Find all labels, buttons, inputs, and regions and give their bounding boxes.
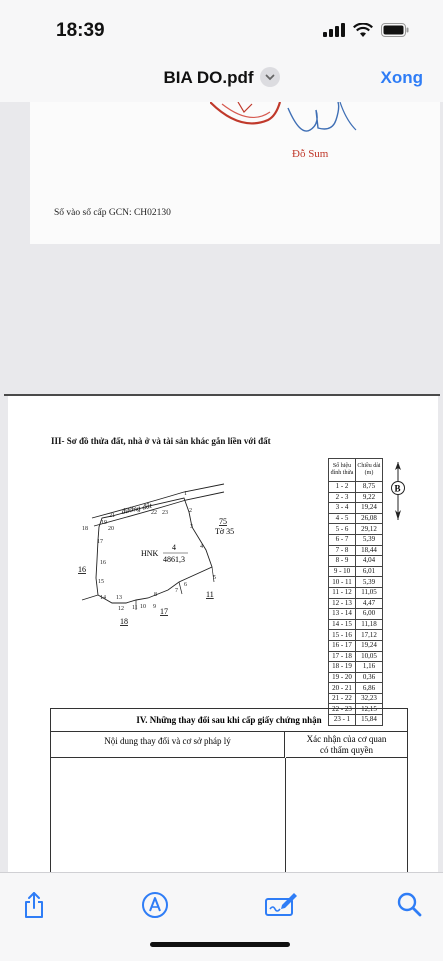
vertex-3: 3 [190,524,193,530]
chevron-down-icon[interactable] [260,67,280,87]
edge-vertices-cell: 2 - 3 [329,492,356,503]
edge-vertices-cell: 14 - 15 [329,619,356,630]
edge-length-cell: 18,44 [356,545,383,556]
section-4-col-content: Nội dung thay đổi và cơ sở pháp lý [51,732,285,758]
edge-length-cell: 4,47 [356,598,383,609]
section-4-col-confirm [286,732,407,758]
vertex-1: 1 [184,491,187,497]
edge-length-cell: 11,18 [356,619,383,630]
gcn-registry-number: Số vào sổ cấp GCN: CH02130 [54,208,171,218]
edge-length-cell: 32,23 [356,693,383,704]
edge-table-body [329,482,383,726]
edge-length-cell: 8,75 [356,482,383,493]
vertex-7: 7 [175,588,178,594]
edge-vertices-cell: 6 - 7 [329,534,356,545]
markup-icon[interactable] [141,891,169,919]
status-time: 18:39 [56,20,105,41]
status-icons [323,22,409,38]
edge-length-cell: 12,15 [356,704,383,715]
edge-length-cell: 10,05 [356,651,383,662]
edge-length-cell: 9,22 [356,492,383,503]
table-header-vertices: Số hiệu đỉnh thửa [329,459,356,482]
edge-vertices-cell: 3 - 4 [329,503,356,514]
table-row [329,619,383,630]
edge-length-cell: 17,12 [356,630,383,641]
signature-stroke-icon [280,102,360,142]
edge-length-cell: 19,24 [356,503,383,514]
compass-letter: B [394,483,401,494]
neighbor-17: 17 [160,607,168,616]
edge-vertices-cell: 5 - 6 [329,524,356,535]
status-bar [0,0,443,56]
signature-icon[interactable] [264,891,298,919]
signal-icon [323,23,345,37]
table-header-length: Chiều dài (m) [356,459,383,482]
vertex-18: 18 [82,526,88,532]
table-row [329,513,383,524]
vertex-10: 10 [140,604,146,610]
vertex-4: 4 [200,544,203,550]
edge-vertices-cell: 23 - 1 [329,715,356,726]
parcel-id: HNK [141,549,159,558]
vertex-21: 21 [109,513,115,519]
table-row [329,598,383,609]
table-row [329,524,383,535]
pdf-page-1 [30,102,440,244]
neighbor-to-35: Tờ 35 [215,527,235,536]
battery-icon [381,23,409,37]
edge-vertices-cell: 12 - 13 [329,598,356,609]
edge-vertices-cell: 8 - 9 [329,556,356,567]
edge-vertices-cell: 11 - 12 [329,587,356,598]
table-row [329,662,383,673]
neighbor-18: 18 [120,617,128,626]
section-3-title: III- Sơ đồ thửa đất, nhà ở và tài sản khác gắn liền với đất [51,436,271,446]
road-label: đường đất [120,500,153,516]
edge-length-cell: 19,24 [356,640,383,651]
edge-length-cell: 1,16 [356,662,383,673]
edge-vertices-cell: 13 - 14 [329,609,356,620]
north-arrow-icon [390,462,406,522]
table-row [329,609,383,620]
document-title-text: BIA DO.pdf [163,68,254,87]
table-row [329,482,383,493]
edge-length-table [328,458,383,726]
vertex-12: 12 [118,606,124,612]
edge-length-cell: 5,39 [356,534,383,545]
document-title[interactable] [0,68,443,89]
edge-vertices-cell: 17 - 18 [329,651,356,662]
vertex-19: 19 [101,520,107,526]
table-row [329,630,383,641]
table-row [329,556,383,567]
neighbor-16: 16 [78,565,86,574]
section-4-title: IV. Những thay đổi sau khi cấp giấy chứng nhận [51,709,407,732]
table-row [329,672,383,683]
table-row [329,640,383,651]
parcel-area: 4861,3 [163,555,185,564]
table-row [329,503,383,514]
edge-vertices-cell: 10 - 11 [329,577,356,588]
column-divider [285,758,286,872]
section-4-table [50,708,408,872]
parcel-no: 4 [172,543,176,552]
edge-vertices-cell: 15 - 16 [329,630,356,641]
edge-vertices-cell: 16 - 17 [329,640,356,651]
vertex-6: 6 [184,582,187,588]
edge-length-cell: 6,00 [356,609,383,620]
pdf-viewer[interactable] [0,102,443,872]
wifi-icon [353,23,373,38]
table-row [329,492,383,503]
table-row [329,566,383,577]
edge-length-cell: 5,39 [356,577,383,588]
edge-length-cell: 0,36 [356,672,383,683]
edge-vertices-cell: 7 - 8 [329,545,356,556]
table-row [329,577,383,588]
vertex-2: 2 [189,508,192,514]
edge-vertices-cell: 21 - 22 [329,693,356,704]
nav-bar [0,56,443,103]
vertex-5: 5 [213,575,216,581]
vertex-11: 11 [132,605,138,611]
vertex-15: 15 [98,579,104,585]
home-indicator[interactable] [150,942,290,947]
signer-name: Đỗ Sum [292,148,329,160]
confirm-line-1: Xác nhận của cơ quan [306,734,387,744]
edge-length-cell: 6,86 [356,683,383,694]
table-row [329,587,383,598]
vertex-17: 17 [97,539,103,545]
table-row [329,534,383,545]
pdf-page-2 [8,396,438,872]
table-row [329,683,383,694]
edge-length-cell: 29,12 [356,524,383,535]
neighbor-75: 75 [219,517,227,526]
edge-length-cell: 11,05 [356,587,383,598]
done-button[interactable]: Xong [380,68,423,87]
edge-vertices-cell: 19 - 20 [329,672,356,683]
edge-length-cell: 26,08 [356,513,383,524]
edge-vertices-cell: 4 - 5 [329,513,356,524]
vertex-14: 14 [100,595,106,601]
parcel-map [74,482,314,642]
table-row [329,545,383,556]
edge-length-cell: 4,04 [356,556,383,567]
bottom-toolbar [0,872,443,961]
table-row [329,693,383,704]
vertex-20: 20 [108,526,114,532]
edge-vertices-cell: 9 - 10 [329,566,356,577]
edge-vertices-cell: 20 - 21 [329,683,356,694]
share-icon[interactable] [22,891,46,919]
edge-vertices-cell: 1 - 2 [329,482,356,493]
edge-length-cell: 15,84 [356,715,383,726]
vertex-13: 13 [116,595,122,601]
edge-vertices-cell: 22 - 23 [329,704,356,715]
vertex-9: 9 [153,604,156,610]
vertex-16: 16 [100,560,106,566]
search-icon[interactable] [397,891,423,919]
neighbor-11: 11 [206,590,214,599]
table-header-row [329,459,383,482]
vertex-23: 23 [162,510,168,516]
vertex-22: 22 [151,510,157,516]
confirm-line-2: có thẩm quyền [320,745,373,755]
vertex-8: 8 [154,592,157,598]
table-row [329,651,383,662]
edge-length-cell: 6,01 [356,566,383,577]
edge-vertices-cell: 18 - 19 [329,662,356,673]
